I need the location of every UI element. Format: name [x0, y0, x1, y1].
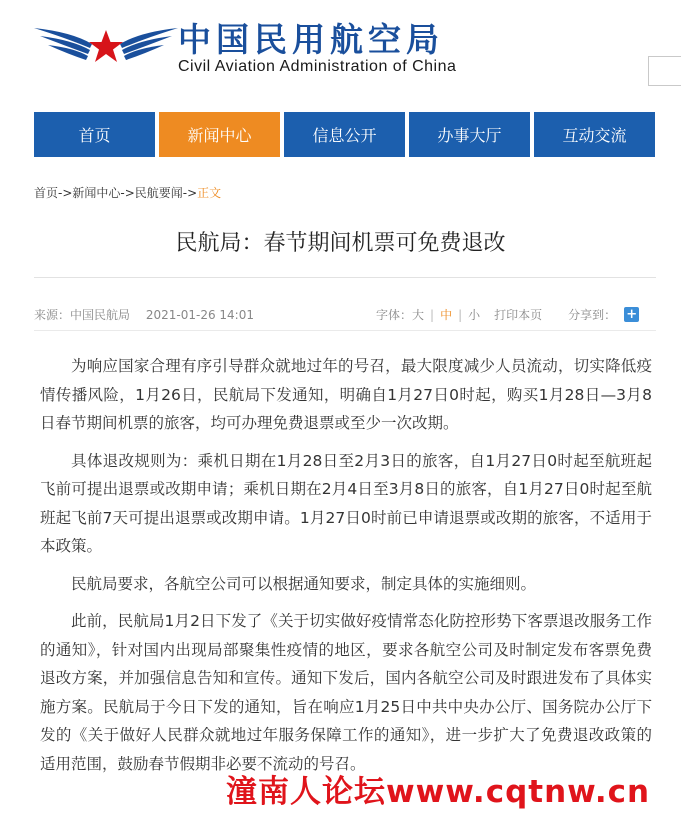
share-plus-icon[interactable]: +: [624, 307, 639, 322]
nav-item-info-disclosure[interactable]: 信息公开: [284, 112, 405, 157]
nav-item-home[interactable]: 首页: [34, 112, 155, 157]
font-size-label: 字体：: [376, 308, 413, 322]
breadcrumb: [34, 184, 221, 201]
article-paragraph: 具体退改规则为：乘机日期在1月28日至2月3日的旅客，自1月27日0时起至航班起飞前可提出退票或改期申请；乘机日期在2月4日至3月8日的旅客，自1月27日0时起至航班起飞前7天可提出退票或改期申请。1月27日0时前已申请退票或改期的旅客，不适用于本政策。: [40, 451, 652, 555]
nav-item-service-hall[interactable]: 办事大厅: [409, 112, 530, 157]
share-label: 分享到：: [568, 308, 617, 322]
nav-item-news-center[interactable]: 新闻中心: [159, 112, 280, 157]
breadcrumb-trail[interactable]: 首页->新闻中心->民航要闻->: [34, 186, 198, 200]
breadcrumb-current: 正文: [197, 186, 222, 200]
separator: |: [430, 307, 435, 322]
print-page-button[interactable]: 打印本页: [494, 308, 543, 322]
site-title-chinese[interactable]: 中国民用航空局: [178, 20, 444, 59]
caac-star-wings-icon[interactable]: [32, 18, 180, 74]
article-source: 来源：中国民航局: [34, 308, 131, 322]
search-input[interactable]: [648, 56, 681, 86]
meta-divider: [34, 330, 656, 331]
font-size-large-button[interactable]: 大: [412, 308, 425, 322]
site-header: [0, 0, 681, 100]
article-paragraph: 民航局要求，各航空公司可以根据通知要求，制定具体的实施细则。: [71, 574, 537, 593]
font-size-medium-button[interactable]: 中: [440, 308, 453, 322]
article-datetime: 2021-01-26 14:01: [145, 308, 254, 322]
separator: |: [458, 307, 463, 322]
nav-item-interaction[interactable]: 互动交流: [534, 112, 655, 157]
article-meta: [34, 306, 254, 323]
main-nav: [34, 112, 681, 157]
article-tools: [376, 306, 639, 323]
watermark: 潼南人论坛www.cqtnw.cn: [226, 774, 651, 810]
font-size-small-button[interactable]: 小: [468, 308, 481, 322]
title-divider: [34, 277, 656, 278]
article-title: 民航局：春节期间机票可免费退改: [175, 231, 506, 256]
article-paragraph: 此前，民航局1月2日下发了《关于切实做好疫情常态化防控形势下客票退改服务工作的通知》，针对国内出现局部聚集性疫情的地区，要求各航空公司及时制定发布客票免费退改方案，并加强信息告知和宣传。通知下发后，国内各航空公司及时跟进发布了具体实施方案。民航局于今日下发的通知，旨在响应1月25日中共中央办公厅、国务院办公厅下发的《关于做好人民群众就地过年服务保障工作的通知》，进一步扩大了免费退改政策的适用范围，鼓励春节假期非必要不流动的号召。: [40, 612, 652, 773]
site-title-english[interactable]: Civil Aviation Administration of China: [178, 58, 457, 75]
article-body: [40, 352, 652, 787]
article-paragraph: 为响应国家合理有序引导群众就地过年的号召，最大限度减少人员流动，切实降低疫情传播风险，1月26日，民航局下发通知，明确自1月27日0时起，购买1月28日—3月8日春节期间机票的旅客，均可办理免费退票或至少一次改期。: [40, 357, 652, 432]
